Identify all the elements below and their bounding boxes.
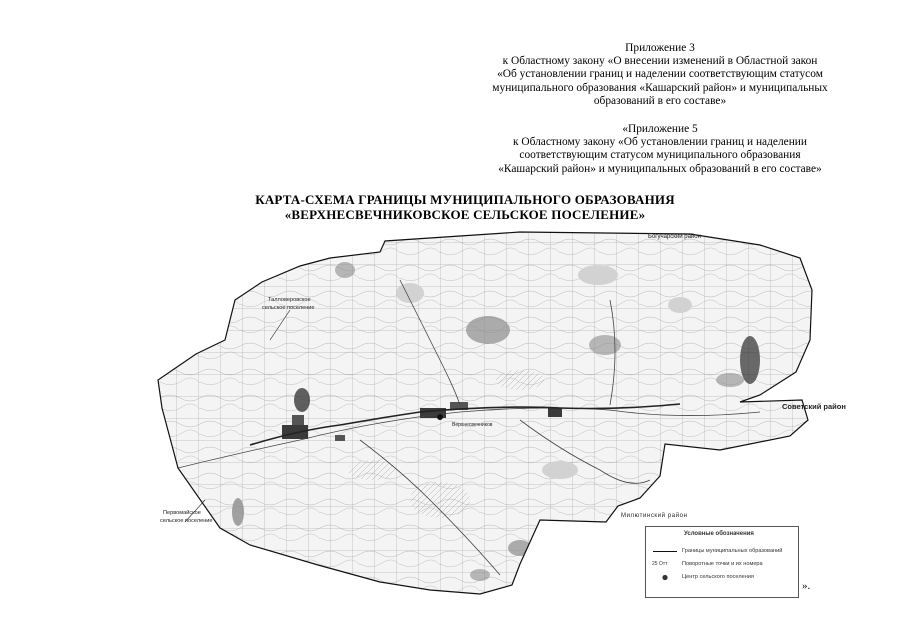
label-village: Верхнесвечников (452, 422, 493, 428)
appendix-3-line1: Приложение 3 (625, 42, 695, 54)
legend-label-boundary: Границы муниципальных образований (682, 548, 783, 554)
point-number-code: 25 Отт (652, 561, 668, 567)
label-pervomayskoe-2: сельское поселение (160, 518, 213, 524)
label-talovskoe-2: сельское поселение (262, 305, 315, 311)
legend-item-boundary (646, 547, 798, 557)
appendix-3-line3: «Об установлении границ и наделении соответствующим статусом (497, 68, 823, 81)
map-title-line1: КАРТА-СХЕМА ГРАНИЦЫ МУНИЦИПАЛЬНОГО ОБРАЗОВАНИЯ (255, 192, 675, 207)
legend-label-center: Центр сельского поселения (682, 574, 754, 580)
appendix-3-line4: муниципального образования «Кашарский район» и муниципальных (492, 81, 828, 94)
closing-mark: ». (802, 580, 811, 592)
appendix-5-line1: «Приложение 5 (622, 123, 698, 135)
label-talovskoe-1: Талловеровское (268, 297, 311, 303)
legend-label-points: Поворотные точки и их номера (682, 561, 763, 567)
appendix-5-line3: соответствующим статусом муниципального образования (519, 149, 801, 162)
legend-title: Условные обозначения (684, 531, 754, 537)
appendix-5-line2: к Областному закону «Об установлении границ и наделении (513, 136, 807, 149)
label-boguchar: Богучарский район (648, 234, 701, 240)
appendix-3-line5: образований в его составе» (593, 94, 727, 107)
appendix-3-line2: к Областному закону «О внесении изменений в Областной закон (502, 55, 818, 68)
legend-item-points (646, 560, 798, 570)
dot-icon (652, 573, 678, 582)
map-legend (645, 526, 799, 598)
label-milyutinsky: Милютинский район (621, 513, 688, 519)
appendix-5-line4: «Кашарский район» и муниципальных образований в его составе» (498, 162, 822, 175)
settlement-center-icon (437, 414, 443, 420)
label-sovetsky: Советский район (782, 402, 846, 411)
map-title-line2: «ВЕРХНЕСВЕЧНИКОВСКОЕ СЕЛЬСКОЕ ПОСЕЛЕНИЕ» (284, 207, 646, 222)
label-pervomayskoe-1: Первомайское (163, 510, 201, 516)
line-icon (652, 547, 678, 556)
legend-item-center (646, 573, 798, 583)
